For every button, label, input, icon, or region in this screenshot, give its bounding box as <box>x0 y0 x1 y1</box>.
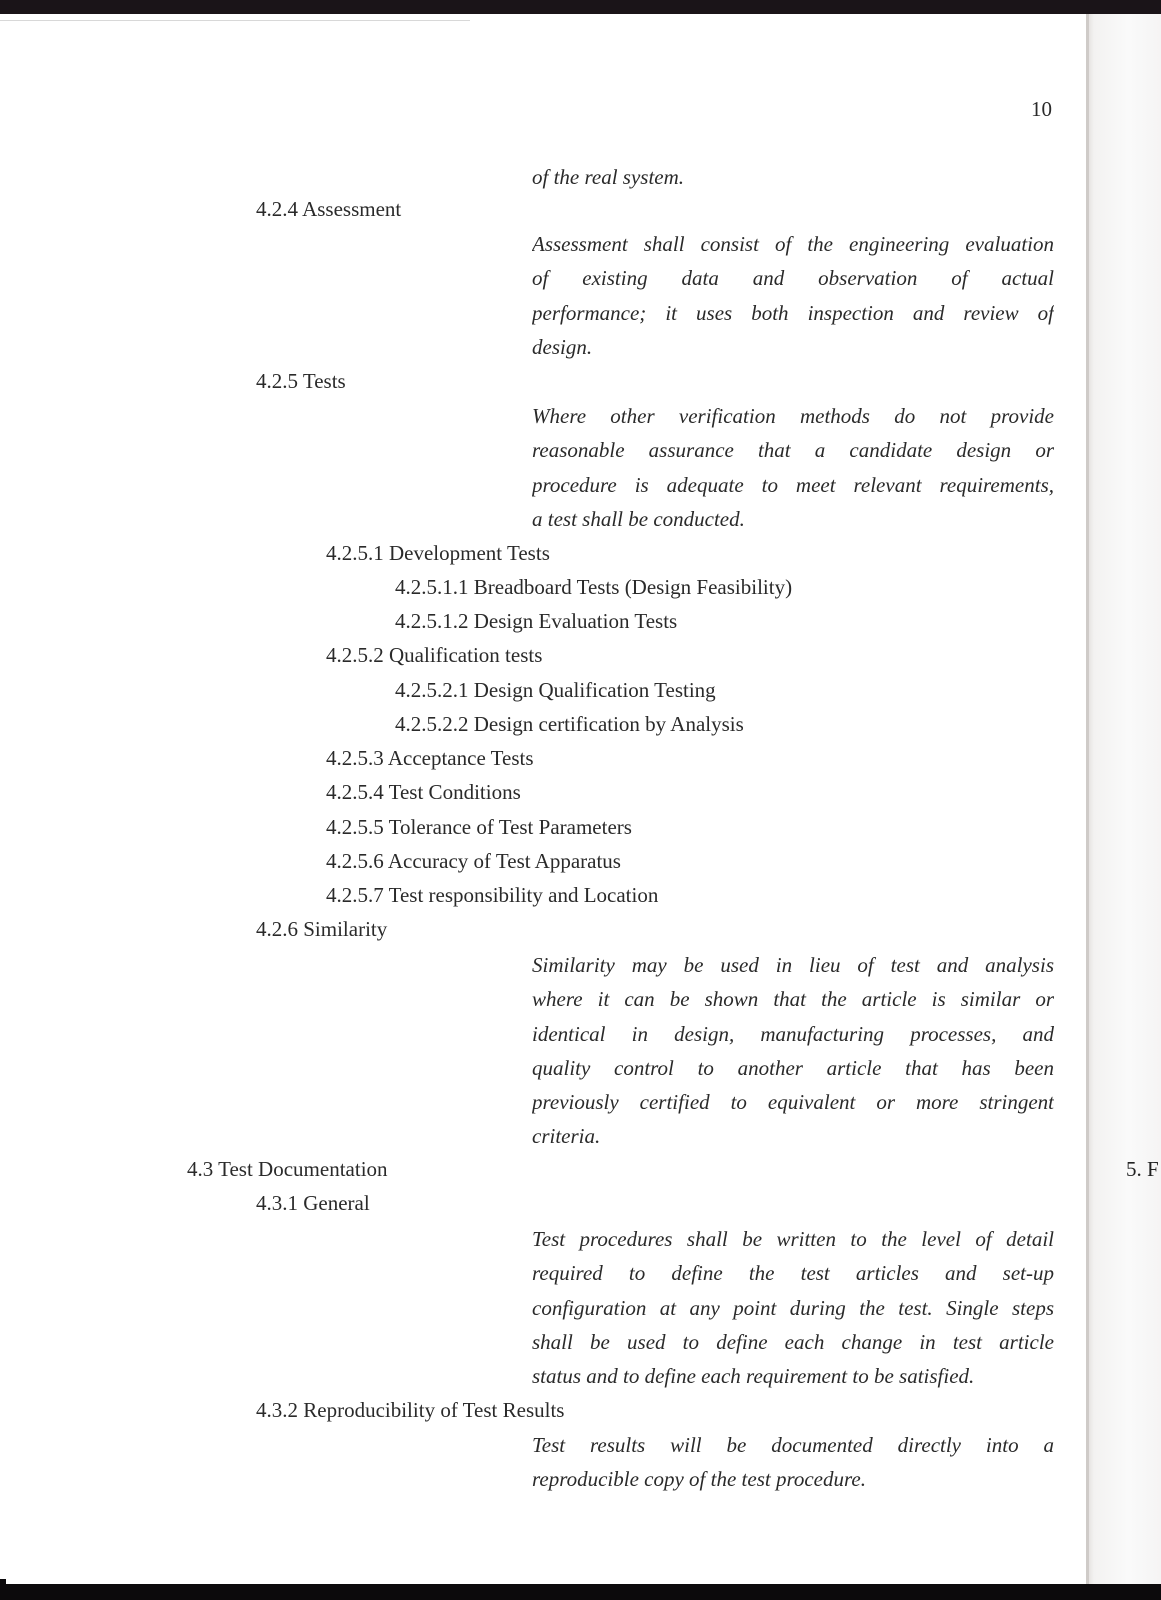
adjacent-page-edge <box>1088 14 1161 1584</box>
text-line: previously certified to equivalent or more stringent <box>532 1090 1054 1115</box>
text-line: status and to define each requirement to be satisfied. <box>532 1364 975 1389</box>
section-heading-4-2-5-2-1: 4.2.5.2.1 Design Qualification Testing <box>395 678 716 702</box>
text-line: where it can be shown that the article is similar or <box>532 987 1054 1012</box>
section-heading-4-2-5-1-2: 4.2.5.1.2 Design Evaluation Tests <box>395 609 678 633</box>
section-heading-4-2-4: 4.2.4 Assessment <box>256 197 402 221</box>
section-body-4-2-5 <box>532 399 1054 536</box>
text-line: Test results will be documented directly into a <box>532 1433 1054 1457</box>
section-body-4-2-4 <box>532 227 1054 364</box>
text-line: performance; it uses both inspection and review of <box>532 300 1054 325</box>
section-heading-4-3-1: 4.3.1 General <box>256 1191 370 1215</box>
text-line: procedure is adequate to meet relevant requirements, <box>532 472 1054 497</box>
text-line: reasonable assurance that a candidate design or <box>532 438 1054 463</box>
text-line: Where other verification methods do not provide <box>532 404 1054 428</box>
text-line: required to define the test articles and set-up <box>532 1261 1054 1286</box>
text-line: design. <box>532 334 593 359</box>
section-heading-4-3-2: 4.3.2 Reproducibility of Test Results <box>256 1398 565 1422</box>
section-heading-4-2-5-1: 4.2.5.1 Development Tests <box>326 541 550 565</box>
section-heading-4-2-5-6: 4.2.5.6 Accuracy of Test Apparatus <box>326 849 621 873</box>
section-heading-4-2-6: 4.2.6 Similarity <box>256 917 388 941</box>
section-heading-4-2-5-4: 4.2.5.4 Test Conditions <box>326 780 521 804</box>
section-heading-4-2-5-2-2: 4.2.5.2.2 Design certification by Analysis <box>395 712 744 736</box>
text-line: of existing data and observation of actual <box>532 266 1054 291</box>
text-line: configuration at any point during the test. Single steps <box>532 1295 1054 1320</box>
text-line: Similarity may be used in lieu of test and analysis <box>532 953 1054 977</box>
section-heading-4-2-5-1-1: 4.2.5.1.1 Breadboard Tests (Design Feasibility) <box>395 575 793 599</box>
text-line: of the real system. <box>532 165 685 189</box>
text-line: quality control to another article that has been <box>532 1055 1054 1080</box>
text-line: identical in design, manufacturing processes, and <box>532 1021 1054 1046</box>
section-heading-4-3: 4.3 Test Documentation <box>187 1157 388 1181</box>
text-line: shall be used to define each change in test article <box>532 1329 1054 1354</box>
section-heading-4-2-5-7: 4.2.5.7 Test responsibility and Location <box>326 883 659 907</box>
top-rule <box>0 20 470 21</box>
text-line: reproducible copy of the test procedure. <box>532 1467 866 1492</box>
scan-bottom-border <box>0 1584 1161 1600</box>
section-body-4-3-2 <box>532 1428 1054 1497</box>
section-heading-4-2-5: 4.2.5 Tests <box>256 369 346 393</box>
text-line: a test shall be conducted. <box>532 506 745 531</box>
scan-corner-mark <box>0 1579 6 1587</box>
section-heading-4-2-5-3: 4.2.5.3 Acceptance Tests <box>326 746 534 770</box>
section-heading-4-2-5-2: 4.2.5.2 Qualification tests <box>326 643 543 667</box>
margin-fragment: 5. F <box>1126 1157 1159 1181</box>
text-line: Test procedures shall be written to the level of detail <box>532 1227 1054 1251</box>
text-line: Assessment shall consist of the engineering evaluation <box>532 232 1054 256</box>
section-body-4-2-6 <box>532 948 1054 1154</box>
text-line: criteria. <box>532 1124 601 1149</box>
continuation-text <box>532 160 1054 194</box>
page-fold-shadow <box>1086 14 1089 1584</box>
section-heading-4-2-5-5: 4.2.5.5 Tolerance of Test Parameters <box>326 815 632 839</box>
page-number: 10 <box>1031 97 1052 121</box>
section-body-4-3-1 <box>532 1222 1054 1393</box>
